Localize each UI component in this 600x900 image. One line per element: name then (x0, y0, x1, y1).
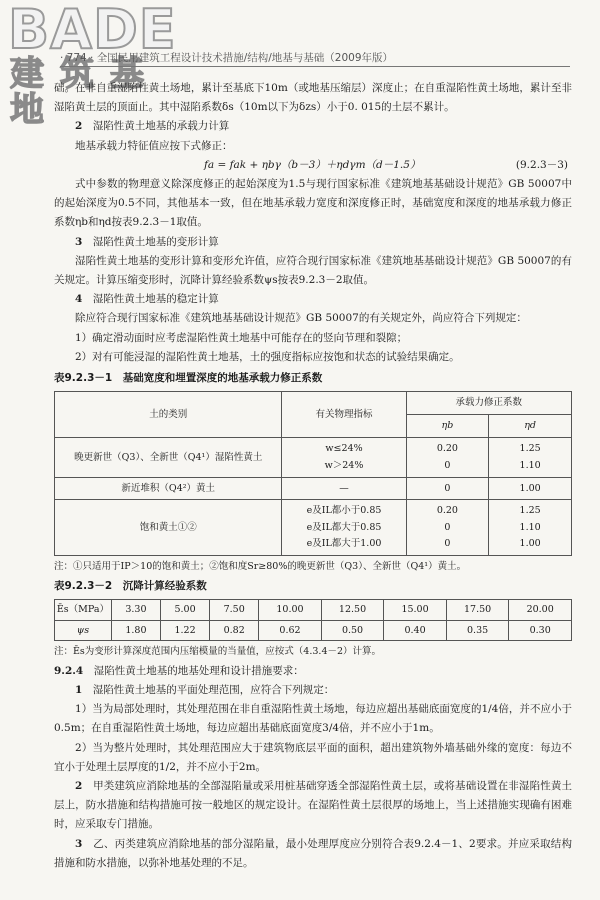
formula (54, 156, 572, 175)
es-value: 7.50 (210, 600, 259, 620)
list-item: 1）当为局部处理时，其处理范围在非自重湿陷性黄土场地，每边应超出基础底面宽度的1/4倍，并不应小于0.5m；在自重湿陷性黄土场地，每边应超出基础底面宽度3/4倍，并不应小于1m。 (54, 703, 572, 735)
index-cell (282, 438, 406, 478)
eta-d-value: 1.00 (519, 538, 541, 549)
index-value: e及IL都大于1.00 (306, 538, 382, 549)
paragraph-text: 甲类建筑应消除地基的全部湿陷量或采用桩基础穿透全部湿陷性黄土层，或将基础设置在非湿陷性黄土层上，防水措施和结构措施可按一般地区的规定设计。在湿陷性黄土层很厚的场地上，当上述措施实现确有困难时，应采取专门措施。 (54, 780, 573, 831)
eta-d-value: 1.10 (519, 459, 541, 471)
list-item: 2）当为整片处理时，其处理范围应大于建筑物底层平面的面积，超出建筑物外墙基础外缘的宽度：每边不宜小于处理土层厚度的1/2，并不应小于2m。 (54, 741, 572, 773)
paragraph (54, 835, 572, 873)
table-row (55, 600, 572, 620)
page-body (54, 79, 572, 873)
eta-d-cell (489, 438, 572, 478)
table1-caption: 表9.2.3－1 基础宽度和埋置深度的地基承载力修正系数 (54, 372, 323, 385)
header-soil: 土的类别 (55, 392, 282, 438)
subsection-heading (54, 681, 572, 700)
header-eta-d: ηd (489, 415, 572, 438)
soil-type: 晚更新世（Q3）、全新世（Q4¹）湿陷性黄土 (55, 438, 282, 478)
index-value: w＞24% (324, 459, 364, 471)
logo-chinese: 建筑基地 (10, 54, 160, 130)
es-value: 12.50 (321, 600, 384, 620)
soil-type: 饱和黄土①② (55, 500, 282, 556)
running-header: · 774 · 全国民用建筑工程设计技术措施/结构/地基与基础（2009年版） (60, 52, 394, 64)
formula-expression: fa = fak + ηbγ（b－3）＋ηdγm（d－1.5） (204, 158, 421, 171)
heading-text: 湿陷性黄土地基的平面处理范围，应符合下列规定： (92, 684, 335, 697)
psi-value: 1.22 (160, 620, 209, 640)
table2-note: 注：Ēs为变形计算深度范围内压缩模量的当量值，应按式（4.3.4－2）计算。 (54, 645, 382, 657)
subsection-heading (54, 233, 572, 252)
es-value: 10.00 (259, 600, 322, 620)
es-value: 15.00 (384, 600, 447, 620)
eta-d-value: 1.25 (519, 443, 541, 455)
formula-number: (9.2.3－3) (515, 158, 568, 171)
settlement-coefficient-table (54, 599, 572, 640)
paragraph: 除应符合现行国家标准《建筑地基基础设计规范》GB 50007的有关规定外，尚应符合下列规定： (75, 312, 527, 325)
eta-b-value: 0 (444, 459, 451, 471)
paragraph-text: 乙、丙类建筑应消除地基的部分湿陷量，最小处理厚度应分别符合表9.2.4－1、2要求。并应采取结构措施和防水措施，以弥补地基处理的不足。 (54, 837, 573, 869)
section-heading (54, 662, 572, 681)
row-label: Ēs（MPa） (55, 600, 112, 620)
index-value: e及IL都大于0.85 (306, 521, 382, 533)
psi-value: 1.80 (111, 620, 160, 640)
bearing-capacity-table (54, 391, 572, 556)
es-value: 17.50 (446, 600, 509, 620)
eta-b-value: 0.20 (436, 443, 458, 455)
section-number: 9.2.4 (54, 664, 84, 677)
es-value: 20.00 (509, 600, 572, 620)
eta-b-cell (406, 438, 489, 478)
eta-b-cell (406, 500, 489, 556)
paragraph: 式中参数的物理意义除深度修正的起始深度为1.5与现行国家标准《建筑地基基础设计规范》GB 50007中的起始深度为0.5不同，其他基本一致，但在地基承载力宽度和深度修正时，基础宽度和深度的地基承载力修正系数ηb和ηd按表9.2.3－1取值。 (54, 178, 572, 229)
es-value: 5.00 (160, 600, 209, 620)
table-row (55, 438, 572, 478)
index-value: — (282, 478, 406, 500)
header-coef: 承载力修正系数 (406, 392, 571, 415)
paragraph (54, 777, 572, 835)
item-number: 4 (75, 293, 83, 306)
psi-value: 0.30 (509, 620, 572, 640)
paragraph: 湿陷性黄土地基的变形计算和变形允许值，应符合现行国家标准《建筑地基基础设计规范》GB 50007的有关规定。计算压缩变形时，沉降计算经验系数ψs按表9.2.3－2取值。 (54, 254, 572, 287)
table1-note: 注：①只适用于IP＞10的饱和黄土；②饱和度Sr≥80%的晚更新世（Q3）、全新世（Q4¹）黄土。 (54, 561, 467, 573)
header-divider (60, 66, 570, 67)
eta-d-cell (489, 500, 572, 556)
item-number: 2 (75, 780, 83, 793)
subsection-heading (54, 117, 572, 136)
eta-d-value: 1.00 (489, 478, 572, 500)
paragraph: 地基承载力特征值应按下式修正： (75, 139, 233, 152)
item-number: 3 (75, 837, 83, 850)
table-row (55, 478, 572, 500)
logo-wordmark: BADE (8, 0, 177, 61)
section-title: 湿陷性黄土地基的地基处理和设计措施要求： (93, 664, 304, 677)
header-eta-b: ηb (406, 415, 489, 438)
table2-caption: 表9.2.3－2 沉降计算经验系数 (54, 580, 207, 593)
index-value: e及IL都小于0.85 (306, 505, 382, 516)
psi-value: 0.62 (259, 620, 322, 640)
es-value: 3.30 (111, 600, 160, 620)
heading-text: 湿陷性黄土地基的稳定计算 (92, 293, 219, 306)
psi-value: 0.50 (321, 620, 384, 640)
eta-d-value: 1.25 (519, 505, 541, 516)
eta-b-value: 0 (406, 478, 489, 500)
soil-type: 新近堆积（Q4²）黄土 (55, 478, 282, 500)
item-number: 1 (75, 684, 83, 697)
index-value: w≤24% (325, 443, 363, 455)
index-cell (282, 500, 406, 556)
psi-value: 0.82 (210, 620, 259, 640)
list-item: 1）确定滑动面时应考虑湿陷性黄土地基中可能存在的竖向节理和裂隙； (75, 331, 408, 344)
psi-value: 0.40 (384, 620, 447, 640)
eta-b-value: 0 (444, 521, 451, 533)
table-row (55, 500, 572, 556)
subsection-heading (54, 290, 572, 309)
eta-b-value: 0 (444, 538, 451, 549)
list-item: 2）对有可能浸湿的湿陷性黄土地基，土的强度指标应按饱和状态的试验结果确定。 (75, 350, 460, 363)
eta-b-value: 0.20 (436, 505, 458, 516)
psi-value: 0.35 (446, 620, 509, 640)
header-index: 有关物理指标 (282, 392, 406, 438)
heading-text: 湿陷性黄土地基的变形计算 (92, 235, 219, 248)
paragraph: 础。在非自重湿陷性黄土场地，累计至基底下10m（或地基压缩层）深度止；在自重湿陷性黄土场地，累计至非湿陷黄土层的顶面止。其中湿陷系数δs（10m以下为δzs）小于0. 015的土层不累计。 (54, 82, 572, 114)
eta-d-value: 1.10 (519, 521, 541, 533)
row-label: ψs (55, 620, 112, 640)
heading-text: 湿陷性黄土地基的承载力计算 (92, 120, 230, 133)
table-row (55, 620, 572, 640)
item-number: 3 (75, 235, 83, 248)
item-number: 2 (75, 120, 83, 133)
